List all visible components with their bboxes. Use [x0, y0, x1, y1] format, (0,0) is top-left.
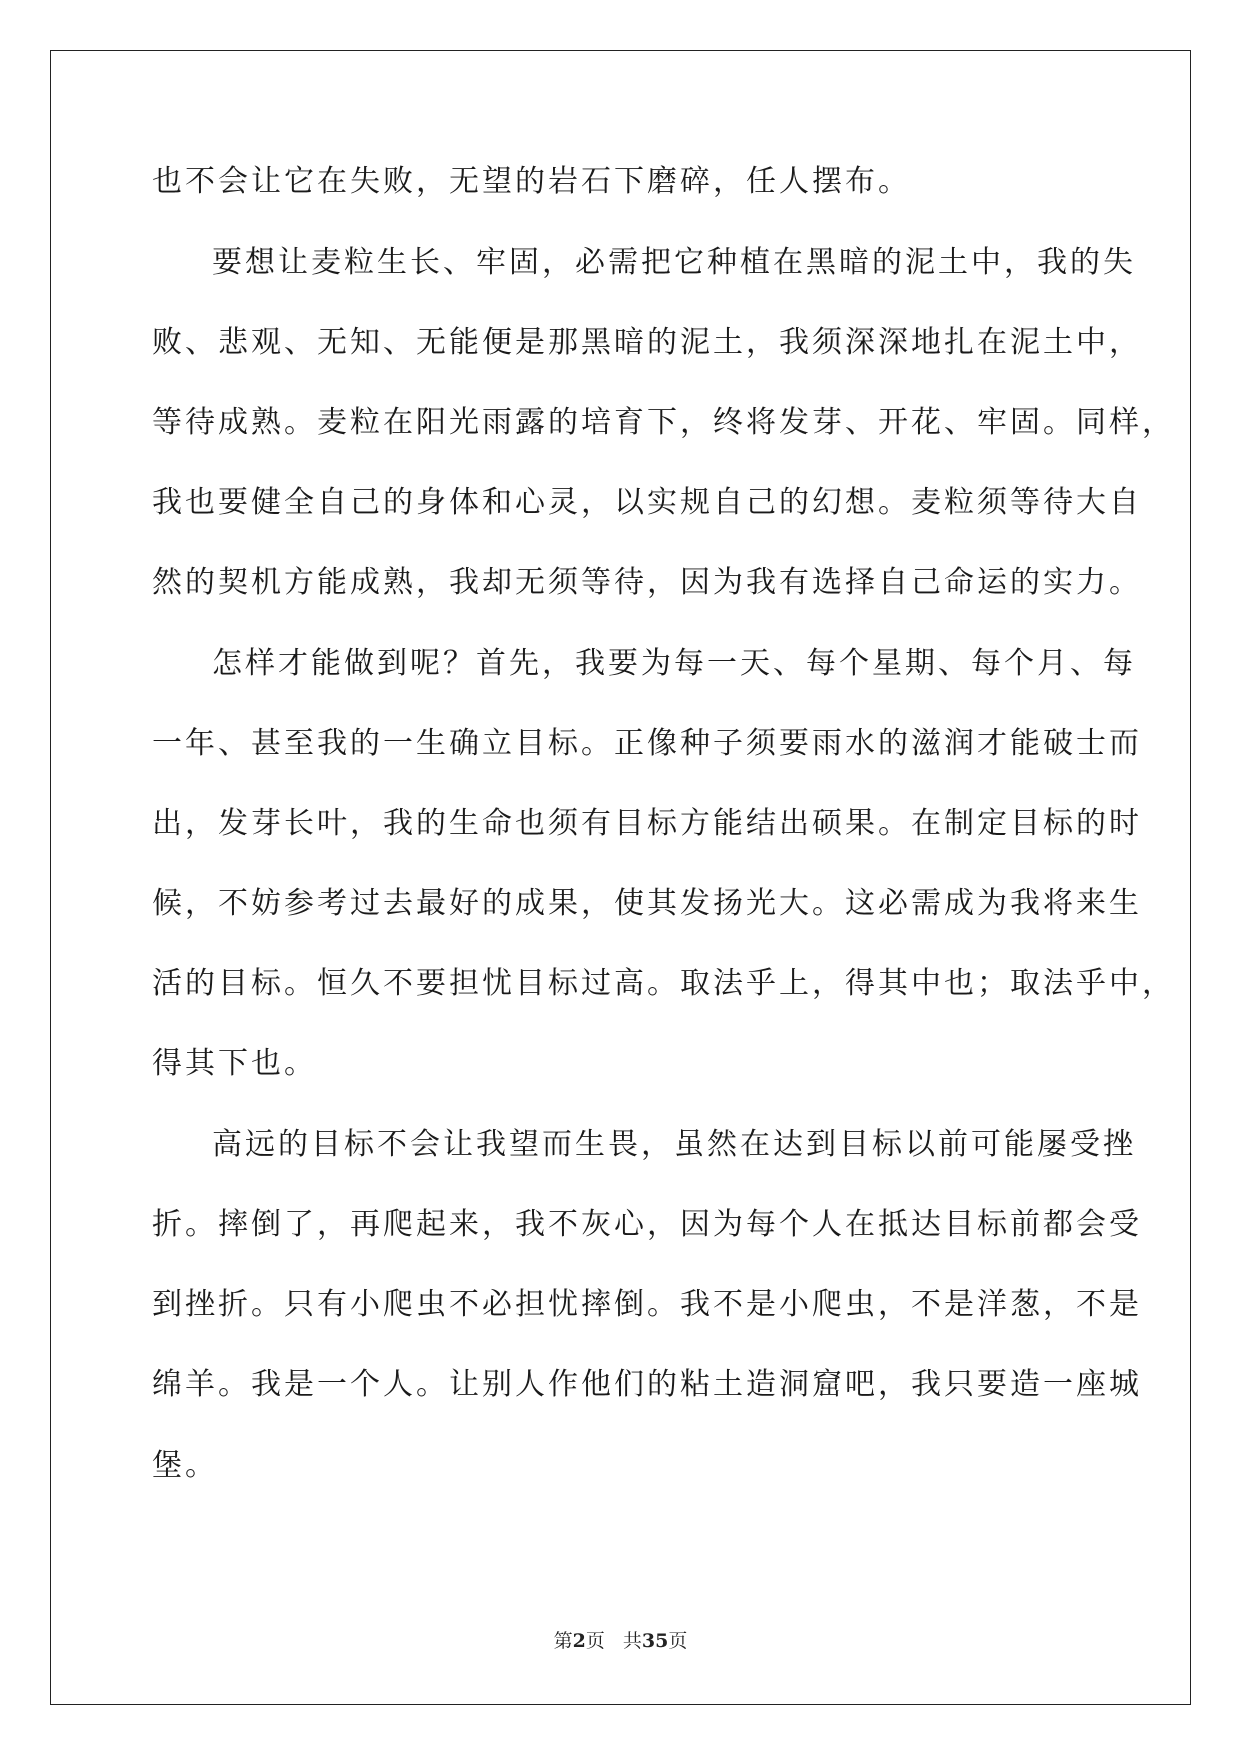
- text-line: 也不会让它在失败，无望的岩石下磨碎，任人摆布。: [152, 164, 911, 199]
- text-line: 等待成熟。麦粒在阳光雨露的培育下，终将发芽、开花、牢固。同样，: [152, 405, 1175, 440]
- text-line: 怎样才能做到呢？首先，我要为每一天、每个星期、每个月、每: [212, 646, 1136, 681]
- total-suffix: 页: [668, 1630, 688, 1652]
- total-prefix: 共: [622, 1630, 642, 1652]
- text-line: 败、悲观、无知、无能便是那黑暗的泥土，我须深深地扎在泥土中，: [152, 325, 1142, 360]
- total-pages: 35: [641, 1630, 669, 1652]
- text-line: 高远的目标不会让我望而生畏，虽然在达到目标以前可能屡受挫: [212, 1127, 1136, 1162]
- page-suffix: 页: [585, 1630, 605, 1652]
- text-line: 折。摔倒了，再爬起来，我不灰心，因为每个人在抵达目标前都会受: [152, 1207, 1142, 1242]
- text-line: 然的契机方能成熟，我却无须等待，因为我有选择自己命运的实力。: [152, 565, 1142, 600]
- page-footer: [0, 1629, 1241, 1653]
- text-line: 活的目标。恒久不要担忧目标过高。取法乎上，得其中也；取法乎中，: [152, 966, 1175, 1001]
- text-line: 我也要健全自己的身体和心灵，以实规自己的幻想。麦粒须等待大自: [152, 485, 1142, 520]
- text-line: 出，发芽长叶，我的生命也须有目标方能结出硕果。在制定目标的时: [152, 806, 1142, 841]
- text-line: 一年、甚至我的一生确立目标。正像种子须要雨水的滋润才能破士而: [152, 726, 1142, 761]
- text-line: 到挫折。只有小爬虫不必担忧摔倒。我不是小爬虫，不是洋葱，不是: [152, 1287, 1142, 1322]
- page-number: 2: [572, 1630, 586, 1652]
- text-line: 候，不妨参考过去最好的成果，使其发扬光大。这必需成为我将来生: [152, 886, 1142, 921]
- text-line: 得其下也。: [152, 1046, 317, 1081]
- text-line: 绵羊。我是一个人。让别人作他们的粘土造洞窟吧，我只要造一座城: [152, 1367, 1142, 1402]
- text-line: 要想让麦粒生长、牢固，必需把它种植在黑暗的泥土中，我的失: [212, 245, 1136, 280]
- page-prefix: 第: [553, 1630, 573, 1652]
- text-line: 堡。: [152, 1448, 218, 1483]
